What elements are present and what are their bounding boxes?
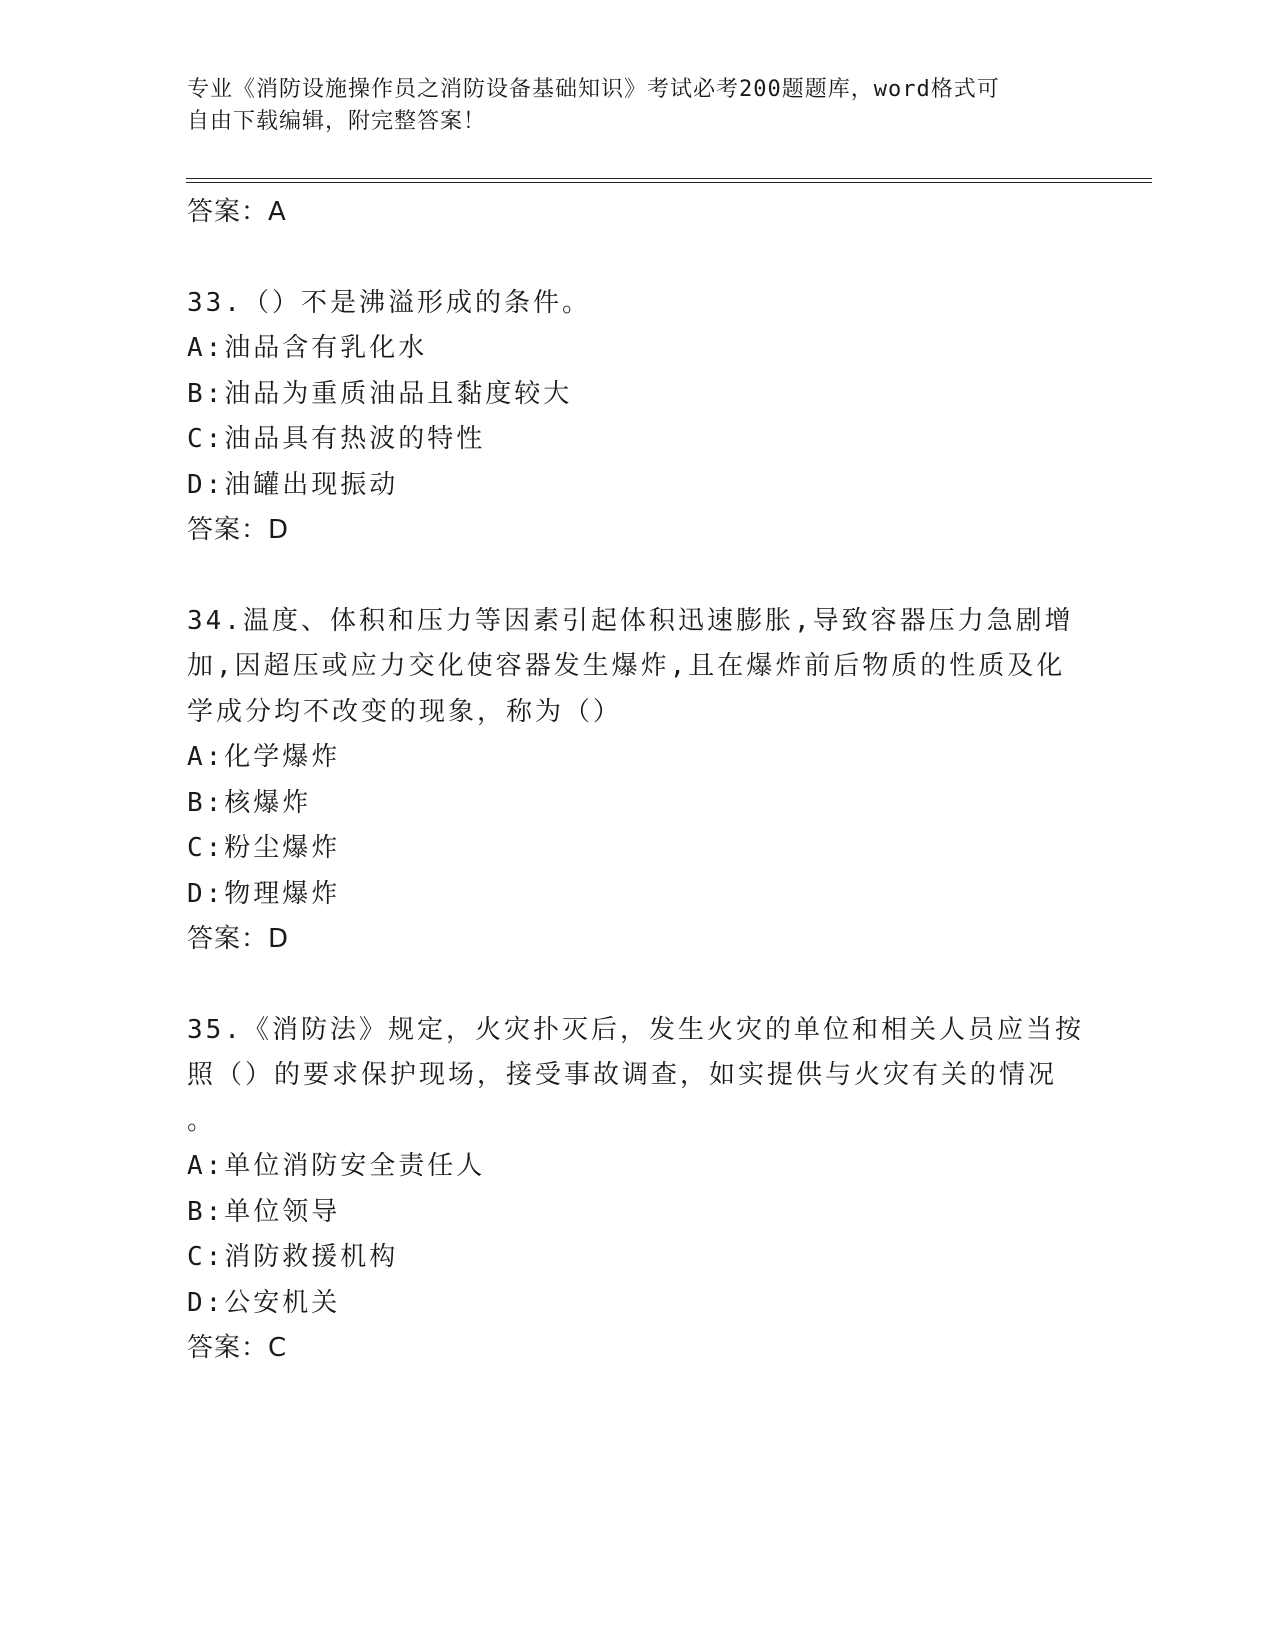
spacer [187, 236, 1087, 281]
question-text: 34.温度、体积和压力等因素引起体积迅速膨胀,导致容器压力急剧增 [187, 605, 1074, 636]
option-c: C:粉尘爆炸 [187, 833, 341, 863]
option-a: A:化学爆炸 [187, 742, 341, 772]
question-34 [187, 599, 1087, 963]
question-33 [187, 281, 1087, 554]
header-line-2: 自由下载编辑，附完整答案！ [187, 109, 487, 134]
header-line-1: 专业《消防设施操作员之消防设备基础知识》考试必考200题题库，word格式可 [187, 77, 1000, 102]
option-b: B:核爆炸 [187, 787, 312, 818]
answer: 答案：C [187, 1333, 288, 1363]
option-c: C:油品具有热波的特性 [187, 424, 486, 454]
option-a: A:油品含有乳化水 [187, 333, 428, 363]
question-35 [187, 1008, 1087, 1372]
document-header [187, 74, 1067, 138]
header-rule-top [186, 178, 1152, 179]
question-text: 。 [187, 1105, 217, 1136]
option-d: D:油罐出现振动 [187, 469, 399, 500]
page-content [187, 190, 1087, 1372]
question-text: 学成分均不改变的现象，称为（） [187, 696, 623, 727]
header-rule-bottom [186, 182, 1152, 183]
answer: 答案：D [187, 924, 290, 954]
option-b: B:油品为重质油品且黏度较大 [187, 378, 573, 409]
option-c: C:消防救援机构 [187, 1242, 399, 1272]
question-text: 35.《消防法》规定，火灾扑灭后，发生火灾的单位和相关人员应当按 [187, 1014, 1084, 1045]
option-d: D:物理爆炸 [187, 878, 341, 909]
previous-answer: 答案：A [187, 197, 287, 227]
option-a: A:单位消防安全责任人 [187, 1151, 486, 1181]
question-text: 33.（）不是沸溢形成的条件。 [187, 287, 591, 318]
option-b: B:单位领导 [187, 1196, 341, 1227]
spacer [187, 963, 1087, 1008]
spacer [187, 554, 1087, 599]
question-text: 加,因超压或应力交化使容器发生爆炸,且在爆炸前后物质的性质及化 [187, 651, 1066, 681]
answer: 答案：D [187, 515, 290, 545]
question-text: 照（）的要求保护现场，接受事故调查，如实提供与火灾有关的情况 [187, 1060, 1058, 1090]
option-d: D:公安机关 [187, 1287, 341, 1318]
